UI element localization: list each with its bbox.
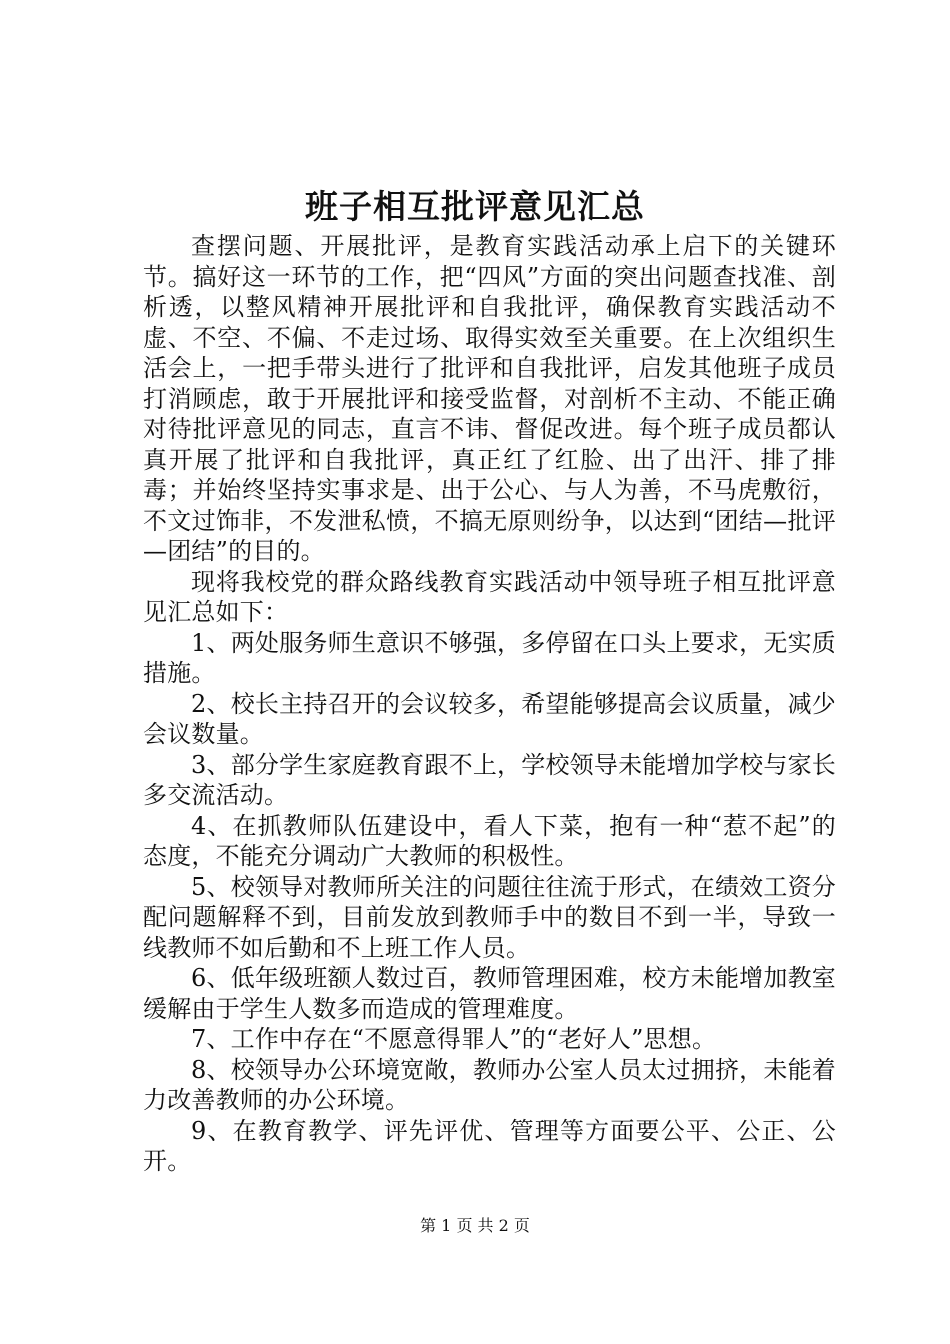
opinion-item-4: 4、在抓教师队伍建设中，看人下菜，抱有一种“惹不起”的态度，不能充分调动广大教师的积极性。 — [143, 811, 836, 870]
opinion-item-8: 8、校领导办公环境宽敞，教师办公室人员太过拥挤，未能着力改善教师的办公环境。 — [143, 1055, 836, 1114]
opinion-item-6: 6、低年级班额人数过百，教师管理困难，校方未能增加教室缓解由于学生人数多而造成的管理难度。 — [143, 964, 836, 1023]
opinion-item-1: 1、两处服务师生意识不够强，多停留在口头上要求，无实质措施。 — [143, 628, 836, 687]
opinion-item-3: 3、部分学生家庭教育跟不上，学校领导未能增加学校与家长多交流活动。 — [143, 750, 836, 809]
opinion-item-7: 7、工作中存在“不愿意得罪人”的“老好人”思想。 — [191, 1025, 717, 1053]
document-title: 班子相互批评意见汇总 — [305, 187, 645, 226]
summary-intro-paragraph: 现将我校党的群众路线教育实践活动中领导班子相互批评意见汇总如下： — [143, 567, 836, 626]
opinion-item-5: 5、校领导对教师所关注的问题往往流于形式，在绩效工资分配问题解释不到，目前发放到教师手中的数目不到一半，导致一线教师不如后勤和不上班工作人员。 — [143, 872, 836, 962]
opinion-item-2: 2、校长主持召开的会议较多，希望能够提高会议质量，减少会议数量。 — [143, 689, 836, 748]
page-number-footer: 第 1 页 共 2 页 — [420, 1216, 530, 1235]
opinion-item-9: 9、在教育教学、评先评优、管理等方面要公平、公正、公开。 — [143, 1116, 836, 1175]
intro-paragraph: 查摆问题、开展批评，是教育实践活动承上启下的关键环节。搞好这一环节的工作，把“四风”方面的突出问题查找准、剖析透，以整风精神开展批评和自我批评，确保教育实践活动不虚、不空、不偏、不走过场、取得实效至关重要。在上次组织生活会上，一把手带头进行了批评和自我批评，启发其他班子成员打消顾虑，敢于开展批评和接受监督，对剖析不主动、不能正确对待批评意见的同志，直言不讳、督促改进。每个班子成员都认真开展了批评和自我批评，真正红了红脸、出了出汗、排了排毒；并始终坚持实事求是、出于公心、与人为善，不马虎敷衍，不文过饰非，不发泄私愤，不搞无原则纷争，以达到“团结—批评—团结”的目的。 — [143, 232, 836, 565]
document-body — [143, 231, 836, 1177]
